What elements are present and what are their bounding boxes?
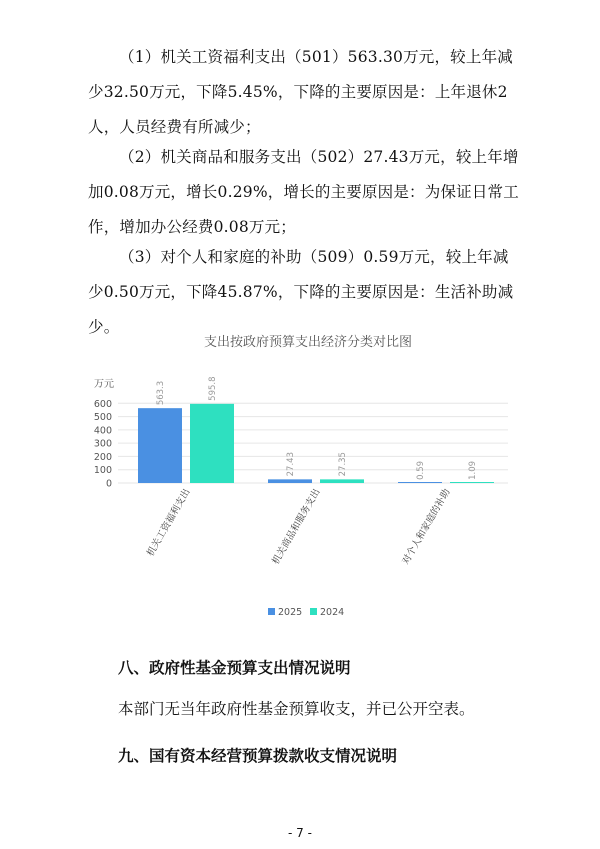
paragraph-family-subsidy: （3）对个人和家庭的补助（509）0.59万元，较上年减少0.50万元，下降45.87%，下降的主要原因是：生活补助减少。 <box>88 248 514 336</box>
bar-2025-1 <box>138 408 182 483</box>
bar-2024-3 <box>450 482 494 483</box>
legend-label: 2024 <box>320 607 345 618</box>
category-label: 对个人和家庭的补助 <box>400 487 453 567</box>
y-tick-label: 500 <box>93 412 112 424</box>
y-tick-label: 600 <box>93 398 112 410</box>
chart-title: 支出按政府预算支出经济分类对比图 <box>203 335 413 350</box>
paragraph-goods-services: （2）机关商品和服务支出（502）27.43万元，较上年增加0.08万元，增长0.29%，增长的主要原因是：为保证日常工作，增加办公经费0.08万元； <box>88 148 519 236</box>
paragraph-wage-welfare: （1）机关工资福利支出（501）563.30万元，较上年减少32.50万元，下降5.45%，下降的主要原因是：上年退休2人，人员经费有所减少； <box>88 48 513 136</box>
y-tick-label: 200 <box>93 451 112 463</box>
y-tick-label: 100 <box>93 465 112 477</box>
legend-swatch-2024 <box>310 608 317 615</box>
data-label: 595.8 <box>208 376 218 401</box>
data-label: 1.09 <box>468 460 478 480</box>
chart-y-axis-label: 万元 <box>94 379 114 390</box>
section-9-heading: 九、国有资本经营预算拨款收支情况说明 <box>118 747 398 765</box>
y-tick-label: 400 <box>93 425 112 437</box>
section-8-heading: 八、政府性基金预算支出情况说明 <box>118 659 351 677</box>
data-label: 0.59 <box>416 460 426 480</box>
data-label: 27.35 <box>338 452 348 477</box>
y-tick-label: 300 <box>93 438 112 450</box>
category-label: 机关商品和服务支出 <box>270 487 323 567</box>
category-label: 机关工资福利支出 <box>145 487 193 559</box>
bar-2025-3 <box>398 482 442 483</box>
legend-label: 2025 <box>278 607 303 618</box>
chart-category-labels <box>144 486 453 566</box>
data-label: 563.3 <box>156 380 166 406</box>
bar-2024-1 <box>190 404 234 483</box>
bar-2024-2 <box>320 479 364 483</box>
bar-2025-2 <box>268 479 312 483</box>
section-8-body: 本部门无当年政府性基金预算收支，并已公开空表。 <box>118 700 475 718</box>
expenditure-comparison-chart <box>88 328 528 628</box>
chart-legend <box>268 607 344 618</box>
data-label: 27.43 <box>286 452 296 477</box>
page-number: - 7 - <box>288 826 312 840</box>
legend-swatch-2025 <box>268 608 275 615</box>
y-tick-label: 0 <box>105 478 112 490</box>
